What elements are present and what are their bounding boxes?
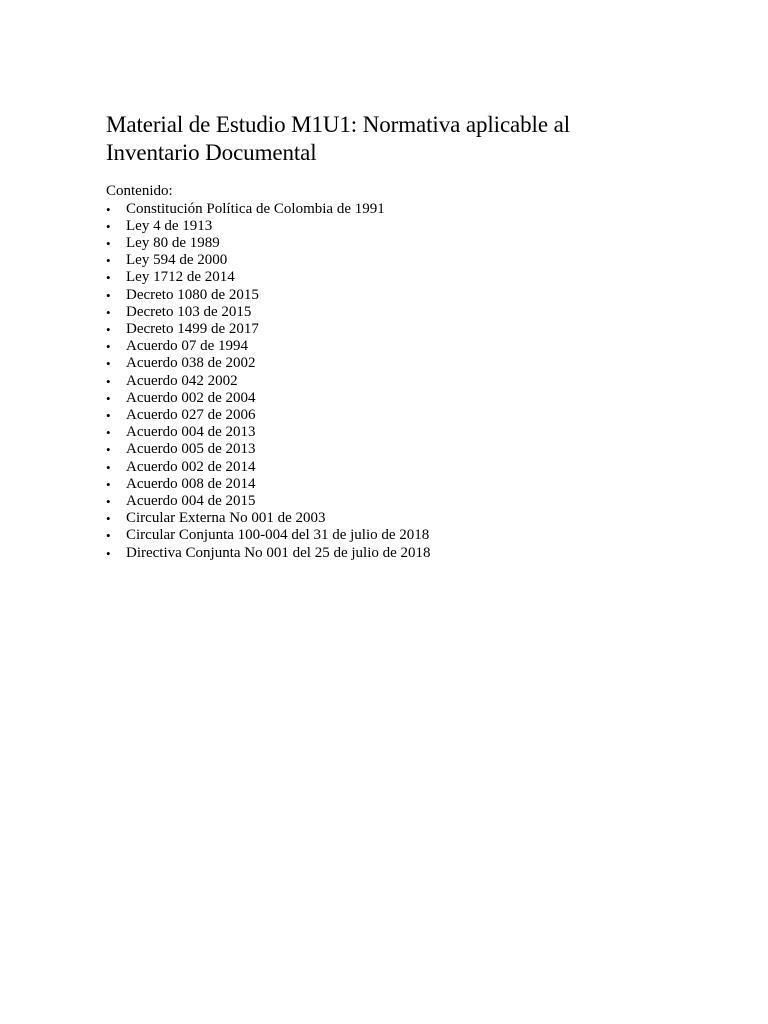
list-item	[106, 476, 431, 493]
contents-list	[106, 201, 431, 562]
contents-label: Contenido:	[106, 183, 173, 199]
list-item	[106, 510, 431, 527]
list-item-text: Acuerdo 07 de 1994	[126, 338, 249, 355]
list-item	[106, 441, 431, 458]
bullet-icon: •	[106, 356, 111, 372]
list-item-text: Ley 1712 de 2014	[126, 269, 235, 286]
list-item-text: Ley 594 de 2000	[126, 252, 228, 269]
list-item	[106, 252, 431, 269]
bullet-icon: •	[106, 425, 111, 441]
list-item-text: Decreto 1499 de 2017	[126, 320, 259, 337]
list-item-text: Circular Conjunta 100-004 del 31 de julio de 2018	[126, 527, 430, 544]
bullet-icon: •	[106, 287, 111, 303]
list-item	[106, 321, 431, 338]
bullet-icon: •	[106, 321, 111, 337]
bullet-icon: •	[106, 528, 111, 544]
list-item	[106, 218, 431, 235]
bullet-icon: •	[106, 459, 111, 475]
bullet-icon: •	[106, 373, 111, 389]
list-item-text: Circular Externa No 001 de 2003	[126, 510, 326, 527]
list-item-text: Directiva Conjunta No 001 del 25 de julio de 2018	[126, 544, 431, 561]
list-item-text: Acuerdo 004 de 2015	[126, 492, 256, 509]
list-item-text: Acuerdo 002 de 2014	[126, 458, 256, 475]
list-item-text: Acuerdo 027 de 2006	[126, 406, 256, 423]
bullet-icon: •	[106, 253, 111, 269]
list-item	[106, 269, 431, 286]
list-item-text: Acuerdo 008 de 2014	[126, 475, 256, 492]
list-item-text: Acuerdo 042 2002	[126, 372, 238, 389]
list-item	[106, 235, 431, 252]
list-item	[106, 459, 431, 476]
list-item	[106, 493, 431, 510]
list-item-text: Ley 80 de 1989	[126, 234, 220, 251]
list-item-text: Acuerdo 038 de 2002	[126, 355, 256, 372]
bullet-icon: •	[106, 407, 111, 423]
list-item	[106, 355, 431, 372]
list-item	[106, 287, 431, 304]
list-item-text: Acuerdo 004 de 2013	[126, 424, 256, 441]
list-item	[106, 424, 431, 441]
list-item	[106, 527, 431, 544]
bullet-icon: •	[106, 511, 111, 527]
bullet-icon: •	[106, 493, 111, 509]
list-item	[106, 201, 431, 218]
bullet-icon: •	[106, 270, 111, 286]
list-item-text: Ley 4 de 1913	[126, 217, 213, 234]
list-item	[106, 304, 431, 321]
bullet-icon: •	[106, 218, 111, 234]
list-item-text: Decreto 103 de 2015	[126, 303, 252, 320]
bullet-icon: •	[106, 442, 111, 458]
document-title: Material de Estudio M1U1: Normativa aplicable al Inventario Documental	[106, 112, 571, 165]
list-item-text: Decreto 1080 de 2015	[126, 286, 259, 303]
list-item	[106, 338, 431, 355]
bullet-icon: •	[106, 235, 111, 251]
list-item	[106, 373, 431, 390]
list-item	[106, 390, 431, 407]
list-item-text: Constitución Política de Colombia de 1991	[126, 200, 385, 217]
list-item-text: Acuerdo 005 de 2013	[126, 441, 256, 458]
bullet-icon: •	[106, 390, 111, 406]
bullet-icon: •	[106, 304, 111, 320]
bullet-icon: •	[106, 545, 111, 561]
bullet-icon: •	[106, 476, 111, 492]
bullet-icon: •	[106, 339, 111, 355]
list-item	[106, 545, 431, 562]
bullet-icon: •	[106, 201, 111, 217]
list-item	[106, 407, 431, 424]
list-item-text: Acuerdo 002 de 2004	[126, 389, 256, 406]
